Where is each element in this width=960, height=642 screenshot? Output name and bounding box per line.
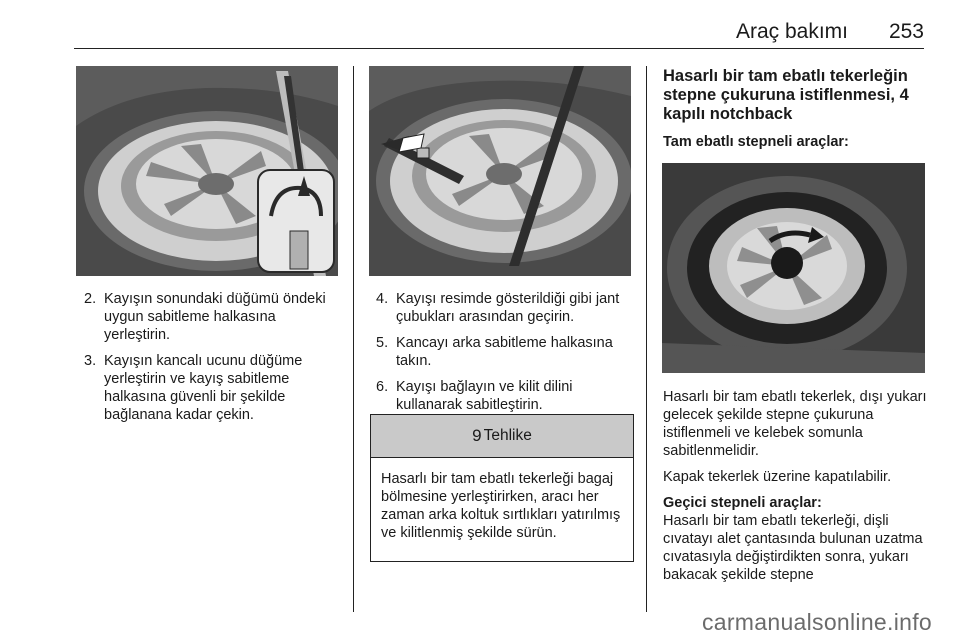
step-text: Kayışı resimde gösterildiği gibi jant çubukları arasından geçirin.	[396, 291, 620, 325]
column3-body	[663, 388, 929, 592]
step-number: 4.	[376, 291, 389, 307]
running-header-title: Araç bakımı	[735, 20, 848, 43]
watermark-text: carmanualsonline.info	[701, 609, 932, 635]
danger-warning-box	[370, 414, 634, 562]
figure-strap-pull	[369, 66, 631, 276]
step-4	[376, 290, 638, 326]
step-5	[376, 334, 638, 370]
step-text: Kancayı arka sabitleme halkasına takın.	[396, 335, 613, 369]
paragraph-temporary-spare: Hasarlı bir tam ebatlı tekerleği, dişli cıvatayı alet çantasında bulunan uzatma cıvatasıyla değiştirdikten sonra, yukarı bakacak şekilde stepne	[663, 513, 923, 583]
header-rule	[74, 48, 924, 49]
subsection-heading: Tam ebatlı stepneli araçlar:	[663, 134, 849, 150]
spare-wheel-photo	[662, 163, 925, 373]
column-divider-right	[646, 66, 647, 612]
warning-text: Hasarlı bir tam ebatlı tekerleği bagaj bölmesine yerleştirirken, aracı her zaman arka koltuk sırtlıkları yatırılmış ve kilitlenmiş şekilde sürün.	[381, 471, 621, 541]
column1-steps	[84, 290, 342, 432]
step-number: 5.	[376, 335, 389, 351]
spare-wheel-illustration-1	[76, 66, 338, 276]
paragraph-full-size-spare: Hasarlı bir tam ebatlı tekerlek, dışı yukarı gelecek şekilde stepne çukuruna istiflenmeli ve kelebek somunla sabitlenmelidir.	[663, 389, 927, 459]
step-text: Kayışı bağlayın ve kilit dilini kullanarak sabitleştirin.	[396, 379, 573, 413]
section-heading: Hasarlı bir tam ebatlı tekerleğin stepne çukuruna istiflenmesi, 4 kapılı notchback	[663, 67, 909, 123]
figure-strap-loop	[76, 66, 338, 276]
step-number: 3.	[84, 353, 97, 369]
step-number: 2.	[84, 291, 97, 307]
warning-header	[371, 415, 633, 458]
warning-icon: 9	[472, 426, 482, 445]
step-text: Kayışın sonundaki düğümü öndeki uygun sabitleme halkasına yerleştirin.	[104, 291, 326, 343]
temporary-spare-heading: Geçici stepneli araçlar:	[663, 495, 822, 511]
step-6	[376, 378, 638, 414]
spare-wheel-illustration-2	[369, 66, 631, 276]
step-text: Kayışın kancalı ucunu düğüme yerleştirin ve kayış sabitleme halkasına güvenli bir şekilde bağlanana kadar çekin.	[104, 353, 303, 423]
figure-notchback-photo	[662, 163, 925, 373]
column-divider-left	[353, 66, 354, 612]
column2-steps	[376, 290, 638, 422]
paragraph-cover: Kapak tekerlek üzerine kapatılabilir.	[663, 469, 892, 485]
step-number: 6.	[376, 379, 389, 395]
warning-title: Tehlike	[483, 427, 532, 444]
step-3	[84, 352, 342, 424]
step-2	[84, 290, 342, 344]
page-number: 253	[888, 20, 924, 43]
